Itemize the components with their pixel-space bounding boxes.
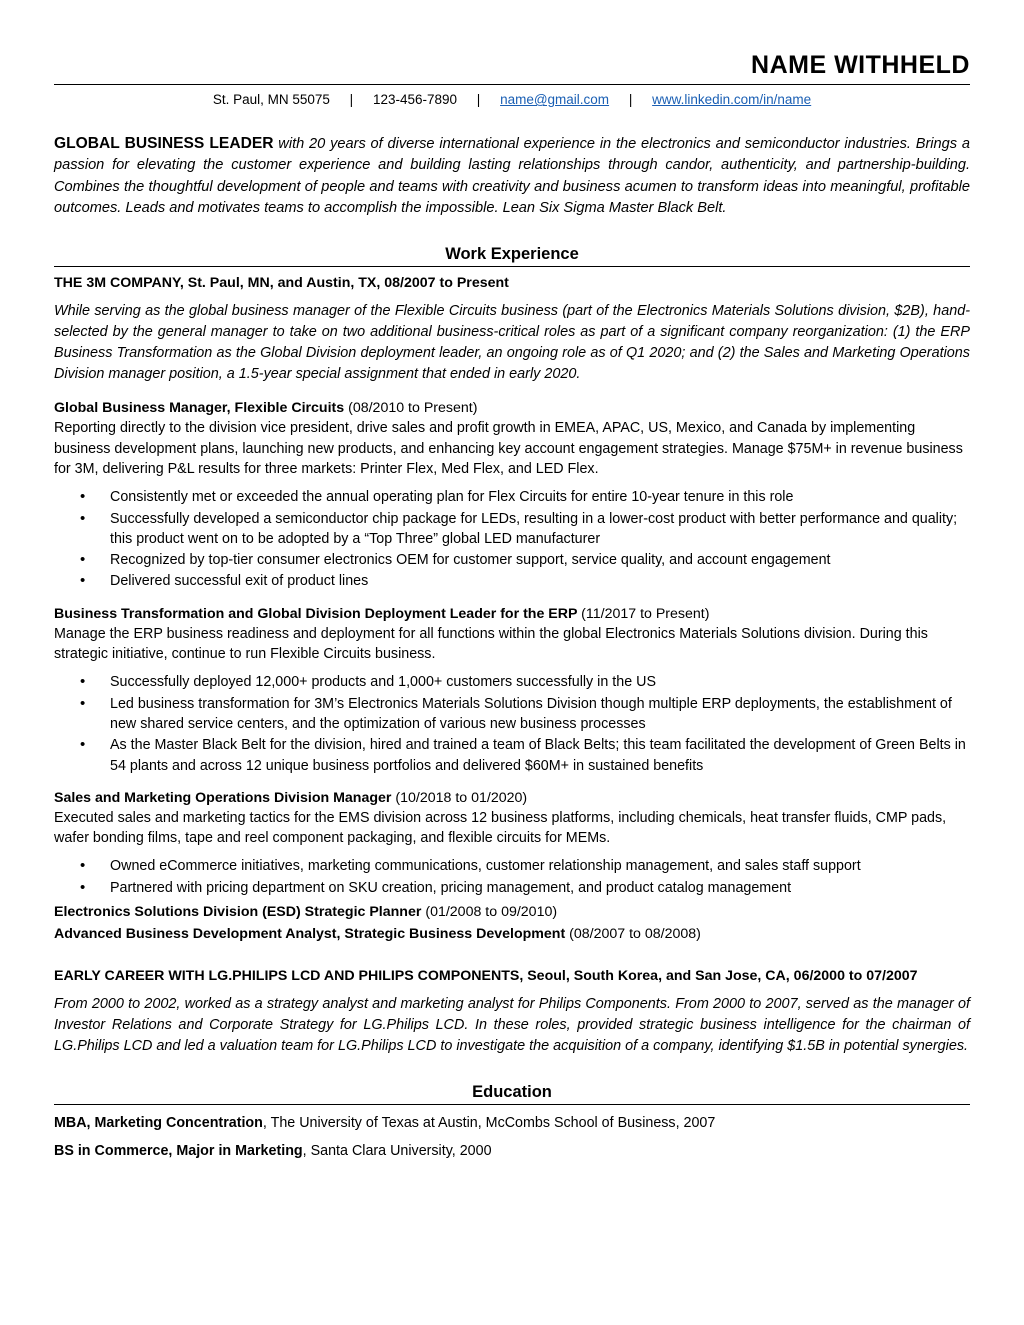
list-item: • As the Master Black Belt for the division, hired and trained a team of Black Belts; this team facilitated the development of Green Belts in 54 plants and across 12 unique business portfolios and delivered $60M+ in sustained benefits xyxy=(54,735,970,776)
role-dates: (08/2010 to Present) xyxy=(348,400,478,417)
list-item: • Partnered with pricing department on SKU creation, pricing management, and product catalog management xyxy=(54,878,970,898)
education-entry-bs xyxy=(54,1141,970,1161)
education-detail: , The University of Texas at Austin, McCombs School of Business, 2007 xyxy=(262,1114,716,1131)
role-title-sales-marketing-operations xyxy=(54,790,970,806)
role-name: Global Business Manager, Flexible Circuits xyxy=(54,400,345,417)
early-career-paragraph: From 2000 to 2002, worked as a strategy analyst and marketing analyst for Philips Components. From 2000 to 2007, served as the manager of Investor Relations and Corporate Strategy for LG.Philips LCD. In these roles, provided strategic business intelligence for the chairman of LG.Philips LCD and led a valuation team for LG.Philips LCD to investigate the acquisition of a company, identifying $1.5B in potential synergies. xyxy=(54,996,970,1054)
role-title-strategic-planner xyxy=(54,904,970,920)
contact-phone: 123-456-7890 xyxy=(372,92,458,108)
role-description: Executed sales and marketing tactics for the EMS division across 12 business platforms, including chemicals, heat transfer fluids, CMP pads, wafer bonding films, tape and reel component packaging, and flexible circuits for MEMs. xyxy=(54,809,947,847)
employer-heading: THE 3M COMPANY, St. Paul, MN, and Austin, TX, 08/2007 to Present xyxy=(54,274,509,291)
list-item: • Recognized by top-tier consumer electronics OEM for customer support, service quality, and account engagement xyxy=(54,550,970,570)
role-title-global-business-manager xyxy=(54,400,970,416)
summary-lead-in: GLOBAL BUSINESS LEADER xyxy=(54,134,274,152)
role-name: Business Transformation and Global Division Deployment Leader for the ERP xyxy=(54,605,578,622)
list-item: • Consistently met or exceeded the annual operating plan for Flex Circuits for entire 10-year tenure in this role xyxy=(54,487,970,507)
education-detail: , Santa Clara University, 2000 xyxy=(302,1142,492,1159)
role-dates: (01/2008 to 09/2010) xyxy=(425,904,558,921)
role-dates: (11/2017 to Present) xyxy=(581,605,710,622)
section-title-education: Education xyxy=(472,1082,552,1101)
list-item: • Owned eCommerce initiatives, marketing communications, customer relationship management, and sales staff support xyxy=(54,856,970,876)
contact-line xyxy=(54,91,970,109)
professional-summary xyxy=(54,133,970,219)
section-divider-education xyxy=(54,1104,970,1105)
employer-intro-paragraph: While serving as the global business manager of the Flexible Circuits business (part of the Electronics Materials Solutions division, $2B), hand-selected by the general manager to take on two additional business-critical roles as part of a significant company reorganization: (1) the ERP Business Transformation as the Global Division deployment leader, an ongoing role as of Q1 2020; and (2) the Sales and Marketing Operations Division manager position, a 1.5-year special assignment that ended in early 2020. xyxy=(54,302,970,382)
role-title-business-development-analyst xyxy=(54,926,970,942)
role-name: Advanced Business Development Analyst, Strategic Business Development xyxy=(54,926,566,943)
role-description: Manage the ERP business readiness and deployment for all functions within the global Electronics Materials Solutions division. During this strategic initiative, continue to run Flexible Circuits business. xyxy=(54,625,928,663)
list-item: • Successfully deployed 12,000+ products and 1,000+ customers successfully in the US xyxy=(54,672,970,692)
contact-separator-2: | xyxy=(476,92,481,108)
role-bullets xyxy=(54,856,970,898)
role-description: Reporting directly to the division vice president, drive sales and profit growth in EMEA, APAC, US, Mexico, and Canada by implementing business development plans, launching new products, and enhancing key account engagement strategies. Manage $75M+ in revenue business for 3M, delivering P&L results for three markets: Printer Flex, Med Flex, and LED Flex. xyxy=(54,420,963,477)
section-title-work-experience: Work Experience xyxy=(445,244,579,263)
role-bullets xyxy=(54,487,970,591)
role-name: Electronics Solutions Division (ESD) Strategic Planner xyxy=(54,904,422,921)
contact-linkedin-link[interactable]: www.linkedin.com/in/name xyxy=(652,92,812,108)
contact-separator-1: | xyxy=(349,92,354,108)
header-divider xyxy=(54,84,970,85)
summary-text: with 20 years of diverse international experience in the electronics and semiconductor industries. Brings a passion for elevating the customer experience and building lasting relationships through candor, authenticity, and partnership-building. Combines the thoughtful development of people and teams with creativity and business acumen to transform ideas into meaningful, profitable outcomes. Leads and motivates teams to accomplish the impossible. Lean Six Sigma Master Black Belt. xyxy=(54,135,970,216)
candidate-name: NAME WITHHELD xyxy=(751,51,970,79)
education-entry-mba xyxy=(54,1113,970,1133)
contact-separator-3: | xyxy=(628,92,633,108)
role-bullets xyxy=(54,672,970,775)
education-degree: BS in Commerce, Major in Marketing xyxy=(54,1142,303,1159)
section-divider-work xyxy=(54,266,970,267)
role-name: Sales and Marketing Operations Division Manager xyxy=(54,789,392,806)
role-title-erp-deployment-leader xyxy=(54,606,970,622)
list-item: • Delivered successful exit of product lines xyxy=(54,571,970,591)
early-career-heading: EARLY CAREER WITH LG.PHILIPS LCD AND PHILIPS COMPONENTS, Seoul, South Korea, and San Jose, CA, 06/2000 to 07/2007 xyxy=(54,968,918,985)
contact-location: St. Paul, MN 55075 xyxy=(212,92,330,108)
education-degree: MBA, Marketing Concentration xyxy=(54,1114,263,1131)
list-item: • Successfully developed a semiconductor chip package for LEDs, resulting in a lower-cost product with better performance and quality; this product went on to be adopted by a “Top Three” global LED manufacturer xyxy=(54,509,970,550)
contact-email-link[interactable]: name@gmail.com xyxy=(500,92,610,108)
document-header xyxy=(54,52,970,78)
role-dates: (10/2018 to 01/2020) xyxy=(395,789,528,806)
list-item: • Led business transformation for 3M’s Electronics Materials Solutions Division though multiple ERP deployments, the establishment of new shared service centers, and the optimization of various new business processes xyxy=(54,694,970,735)
role-dates: (08/2007 to 08/2008) xyxy=(569,926,701,943)
